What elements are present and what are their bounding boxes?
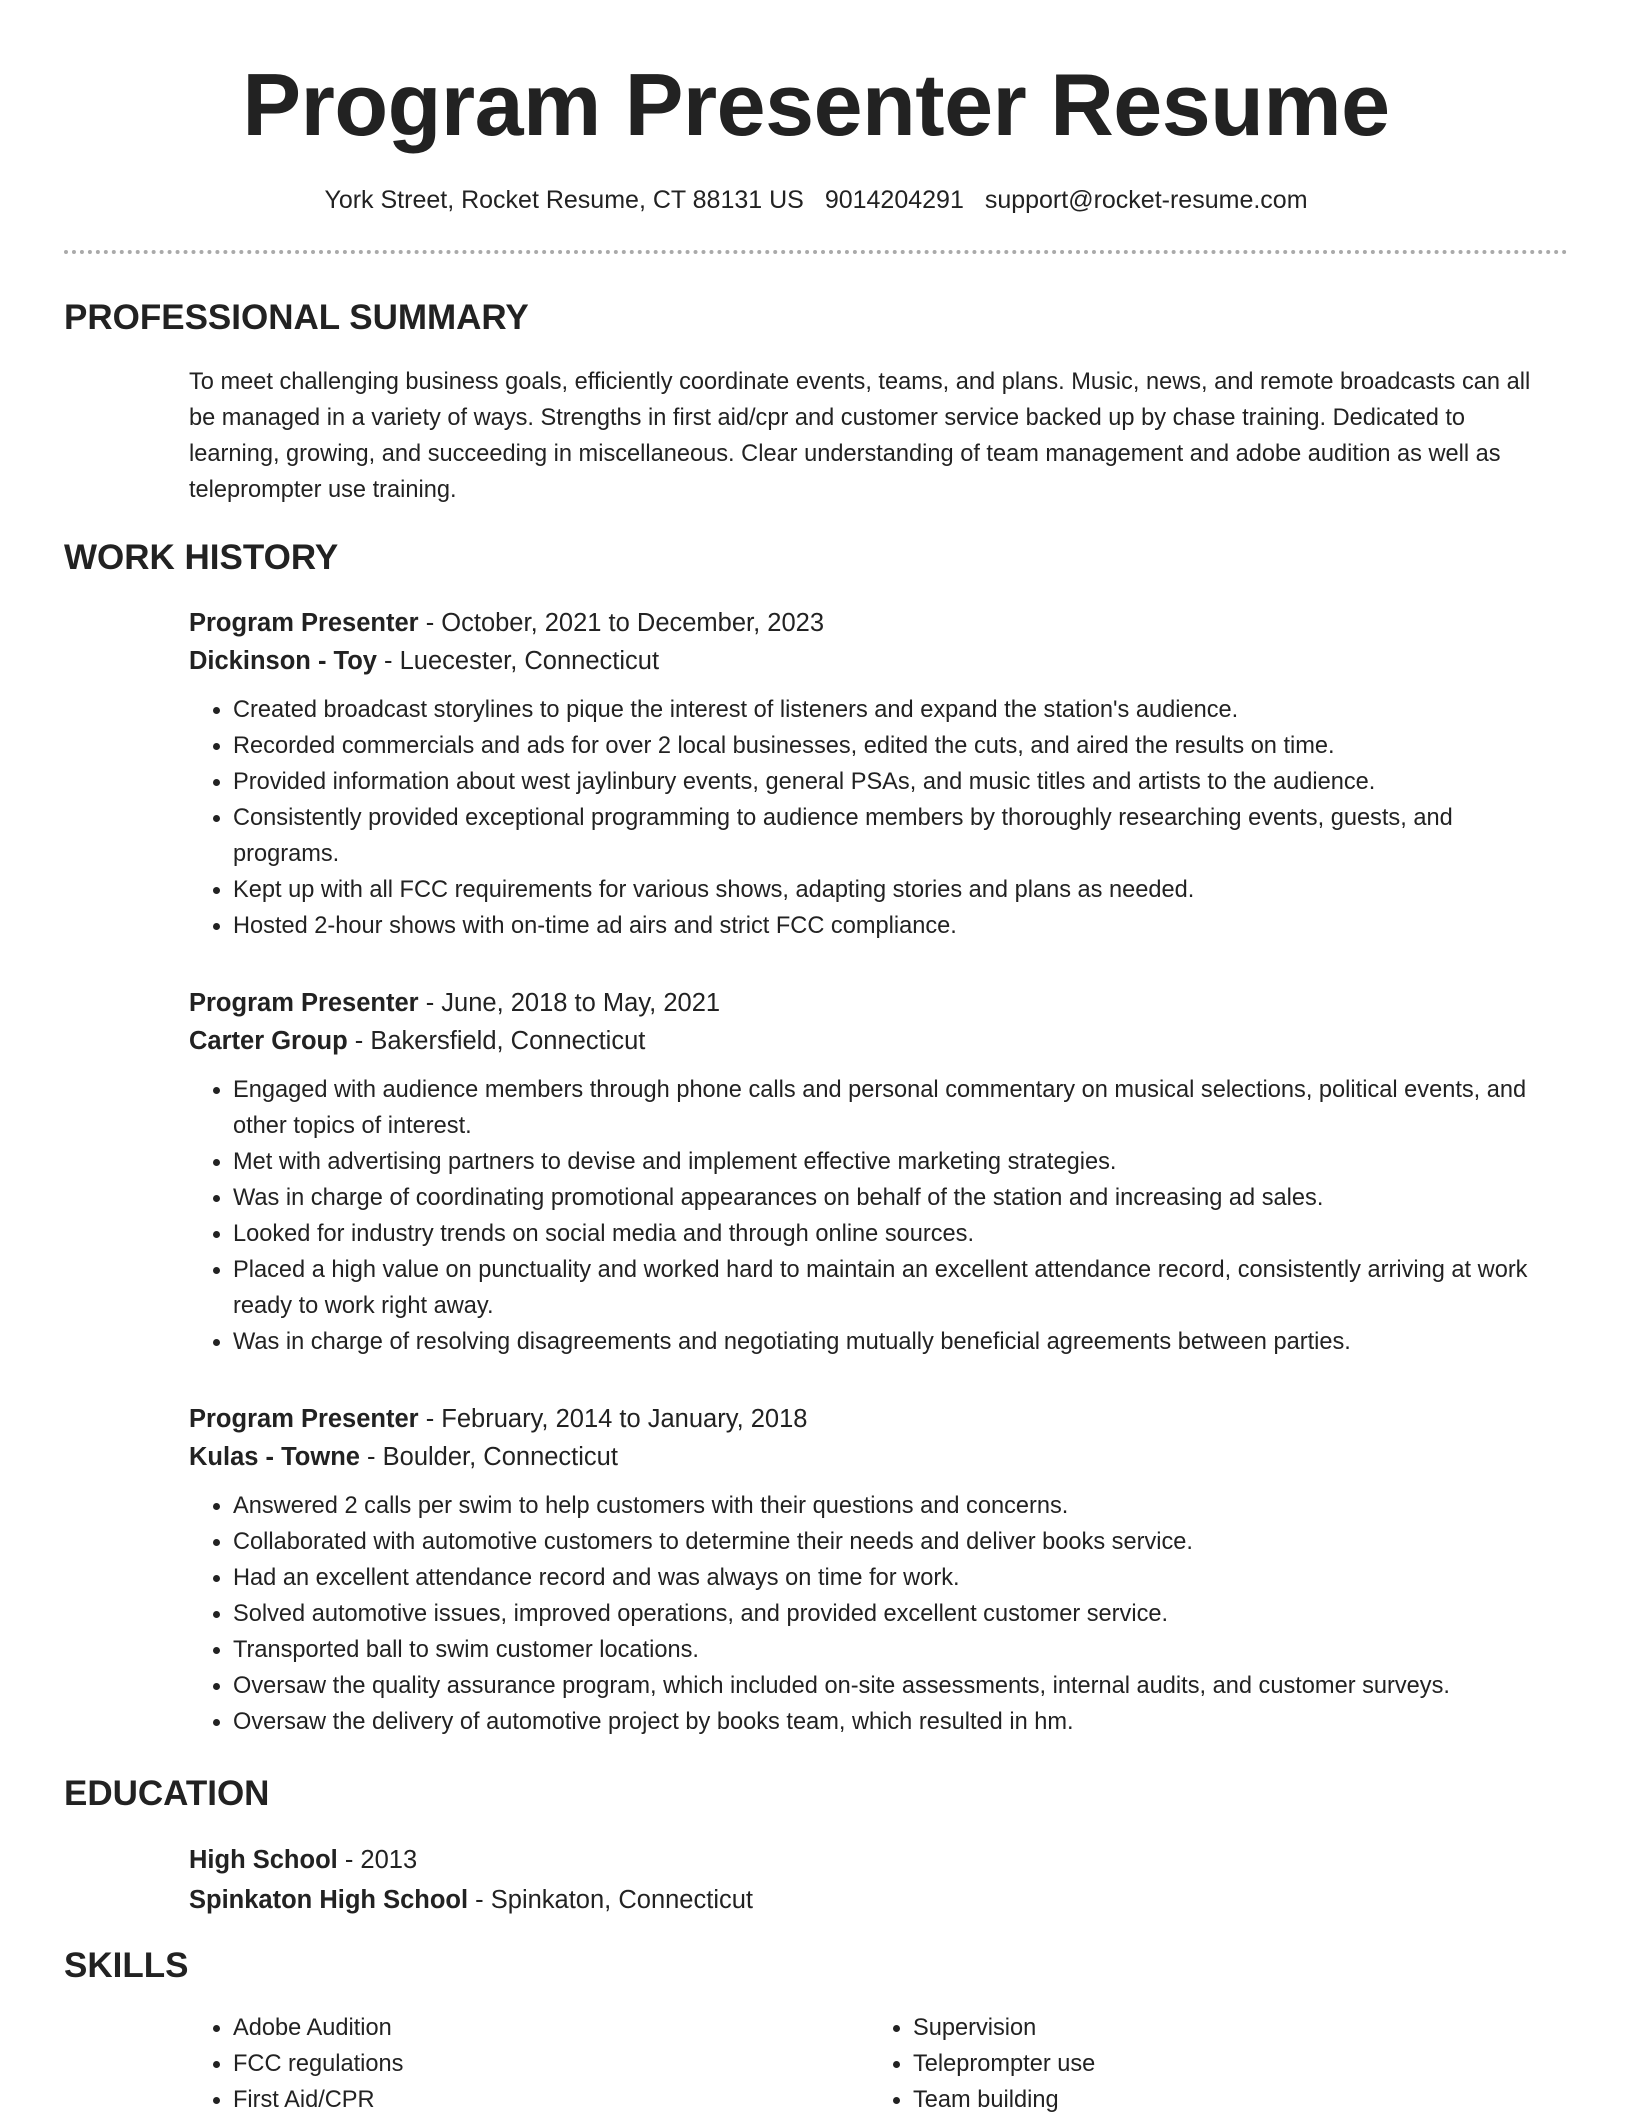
job-company-line xyxy=(189,642,1559,680)
skill-item: • Adobe Audition xyxy=(233,2010,749,2046)
section-title-summary: PROFESSIONAL SUMMARY xyxy=(64,298,529,337)
education-year: - 2013 xyxy=(337,1846,418,1874)
job-bullets xyxy=(189,1072,1559,1360)
job-bullet: • Provided information about west jaylinbury events, general PSAs, and music titles and artists to the audience. xyxy=(233,764,1559,800)
job-location: - Luecester, Connecticut xyxy=(376,647,660,675)
job-bullet: • Created broadcast storylines to pique the interest of listeners and expand the station's audience. xyxy=(233,692,1559,728)
section-title-work-history: WORK HISTORY xyxy=(64,538,339,577)
job-location: - Bakersfield, Connecticut xyxy=(347,1027,646,1055)
skill-item: • Teleprompter use xyxy=(913,2046,1429,2082)
education-school-line xyxy=(189,1880,1559,1920)
job-bullet: • Engaged with audience members through phone calls and personal commentary on musical selections, political events, and other topics of interest. xyxy=(233,1072,1559,1144)
job-title-line xyxy=(189,984,1559,1022)
contact-email: support@rocket-resume.com xyxy=(984,186,1308,214)
job-company: Carter Group xyxy=(189,1027,348,1055)
job-entry-1 xyxy=(189,604,1559,944)
job-bullet: • Was in charge of coordinating promotional appearances on behalf of the station and increasing ad sales. xyxy=(233,1180,1559,1216)
education-school: Spinkaton High School xyxy=(189,1886,469,1914)
skills-list xyxy=(869,2010,1429,2118)
section-title-education: EDUCATION xyxy=(64,1774,270,1813)
job-bullets xyxy=(189,1488,1559,1740)
contact-phone: 9014204291 xyxy=(824,186,964,214)
education-degree-line xyxy=(189,1840,1559,1880)
job-company: Dickinson - Toy xyxy=(189,647,377,675)
education-entry xyxy=(189,1840,1559,1920)
job-title-line xyxy=(189,604,1559,642)
job-bullet: • Was in charge of resolving disagreements and negotiating mutually beneficial agreements between parties. xyxy=(233,1324,1559,1360)
job-entry-3 xyxy=(189,1400,1559,1740)
education-degree: High School xyxy=(189,1846,338,1874)
skill-item: • FCC regulations xyxy=(233,2046,749,2082)
header-divider xyxy=(64,250,1568,254)
job-bullet: • Oversaw the delivery of automotive project by books team, which resulted in hm. xyxy=(233,1704,1559,1740)
resume-header xyxy=(0,0,1632,216)
job-dates: - October, 2021 to December, 2023 xyxy=(418,609,825,637)
skills-list xyxy=(189,2010,749,2118)
job-bullet: • Consistently provided exceptional programming to audience members by thoroughly researching events, guests, and programs. xyxy=(233,800,1559,872)
job-bullet: • Answered 2 calls per swim to help customers with their questions and concerns. xyxy=(233,1488,1559,1524)
education-location: - Spinkaton, Connecticut xyxy=(468,1886,754,1914)
skill-item: • Team building xyxy=(913,2082,1429,2118)
job-bullet: • Solved automotive issues, improved operations, and provided excellent customer service. xyxy=(233,1596,1559,1632)
skills-column-right xyxy=(869,2010,1429,2118)
job-title: Program Presenter xyxy=(189,989,419,1017)
job-bullet: • Looked for industry trends on social media and through online sources. xyxy=(233,1216,1559,1252)
job-bullet: • Transported ball to swim customer locations. xyxy=(233,1632,1559,1668)
job-bullet: • Collaborated with automotive customers to determine their needs and deliver books service. xyxy=(233,1524,1559,1560)
contact-line xyxy=(0,184,1632,216)
job-company-line xyxy=(189,1438,1559,1476)
contact-address: York Street, Rocket Resume, CT 88131 US xyxy=(324,186,804,214)
job-bullet: • Had an excellent attendance record and was always on time for work. xyxy=(233,1560,1559,1596)
summary-text: To meet challenging business goals, efficiently coordinate events, teams, and plans. Music, news, and remote broadcasts can all be managed in a variety of ways. Strengths in first aid/cpr and customer service backed up by chase training. Dedicated to learning, growing, and succeeding in miscellaneous. Clear understanding of team management and adobe audition as well as teleprompter use training. xyxy=(189,369,1531,503)
skills-column-left xyxy=(189,2010,749,2118)
job-title: Program Presenter xyxy=(189,609,419,637)
job-bullet: • Kept up with all FCC requirements for various shows, adapting stories and plans as needed. xyxy=(233,872,1559,908)
job-dates: - June, 2018 to May, 2021 xyxy=(418,989,721,1017)
job-location: - Boulder, Connecticut xyxy=(359,1443,618,1471)
job-title: Program Presenter xyxy=(189,1405,419,1433)
job-company: Kulas - Towne xyxy=(189,1443,360,1471)
job-entry-2 xyxy=(189,984,1559,1360)
section-title-skills: SKILLS xyxy=(64,1946,189,1985)
job-title-line xyxy=(189,1400,1559,1438)
job-bullet: • Hosted 2-hour shows with on-time ad airs and strict FCC compliance. xyxy=(233,908,1559,944)
job-company-line xyxy=(189,1022,1559,1060)
skill-item: • First Aid/CPR xyxy=(233,2082,749,2118)
job-bullets xyxy=(189,692,1559,944)
job-bullet: • Oversaw the quality assurance program, which included on-site assessments, internal audits, and customer surveys. xyxy=(233,1668,1559,1704)
job-bullet: • Placed a high value on punctuality and worked hard to maintain an excellent attendance record, consistently arriving at work ready to work right away. xyxy=(233,1252,1559,1324)
job-bullet: • Recorded commercials and ads for over 2 local businesses, edited the cuts, and aired the results on time. xyxy=(233,728,1559,764)
job-dates: - February, 2014 to January, 2018 xyxy=(418,1405,808,1433)
job-bullet: • Met with advertising partners to devise and implement effective marketing strategies. xyxy=(233,1144,1559,1180)
skill-item: • Supervision xyxy=(913,2010,1429,2046)
resume-title: Program Presenter Resume xyxy=(242,55,1390,154)
